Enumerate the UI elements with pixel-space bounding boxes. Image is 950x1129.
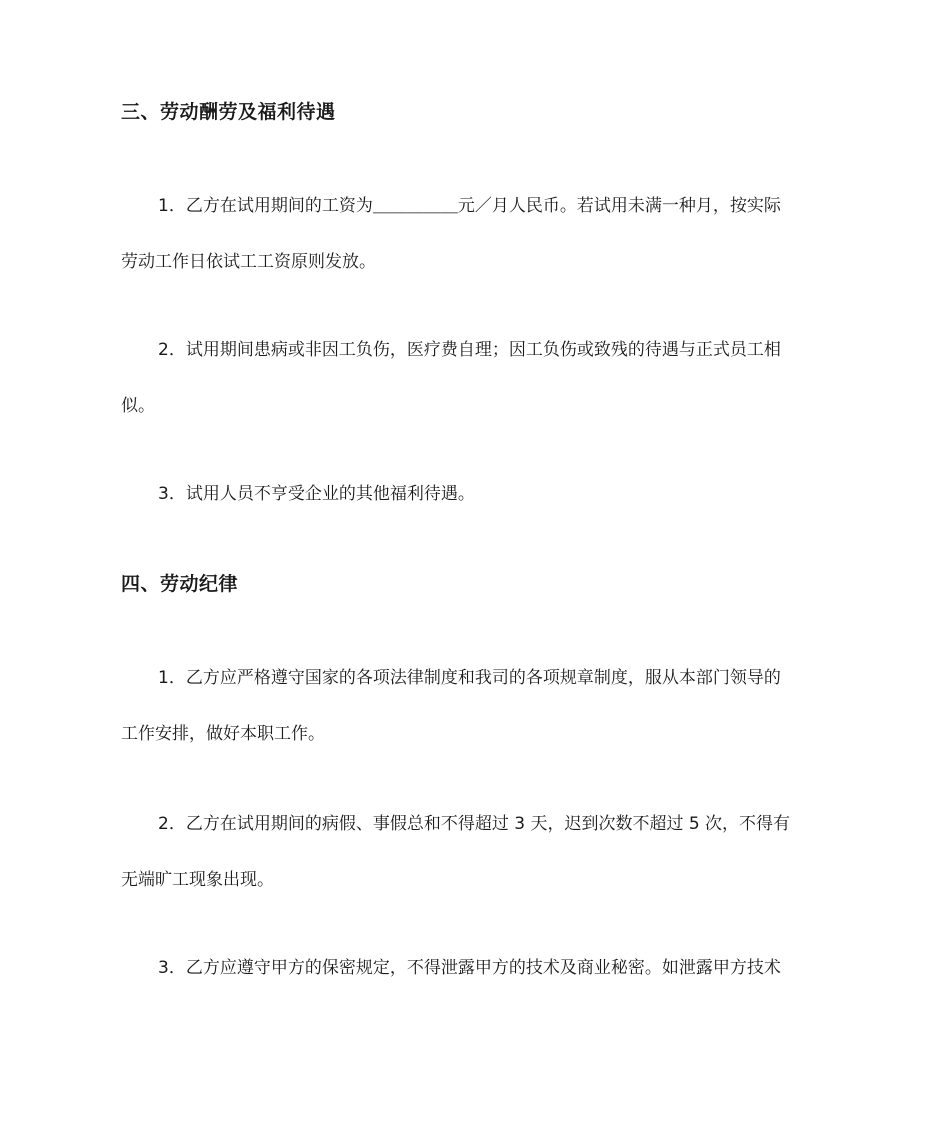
- section-4-item-3-line-1: 3．乙方应遵守甲方的保密规定，不得泄露甲方的技术及商业秘密。如泄露甲方技术: [158, 958, 781, 978]
- section-4-item-1-line-1: 1．乙方应严格遵守国家的各项法律制度和我司的各项规章制度，服从本部门领导的: [158, 668, 781, 688]
- section-3-item-2-line-2: 似。: [121, 396, 155, 416]
- section-3-heading: 三、劳动酬劳及福利待遇: [121, 101, 336, 123]
- section-4-heading: 四、劳动纪律: [121, 573, 239, 595]
- section-3-item-1-line-2: 劳动工作日依试工工资原则发放。: [121, 252, 376, 272]
- section-3-item-3-line-1: 3．试用人员不亨受企业的其他福利待遇。: [158, 484, 475, 504]
- section-3-item-1-line-1: 1．乙方在试用期间的工资为＿＿＿＿＿元／月人民币。若试用未满一种月，按实际: [158, 196, 781, 216]
- section-4-item-1-line-2: 工作安排，做好本职工作。: [121, 724, 325, 744]
- section-4-item-2-line-1: 2．乙方在试用期间的病假、事假总和不得超过 3 天，迟到次数不超过 5 次，不得有: [158, 814, 791, 834]
- section-4-item-2-line-2: 无端旷工现象出现。: [121, 870, 274, 890]
- section-3-item-2-line-1: 2．试用期间患病或非因工负伤，医疗费自理；因工负伤或致残的待遇与正式员工相: [158, 340, 781, 360]
